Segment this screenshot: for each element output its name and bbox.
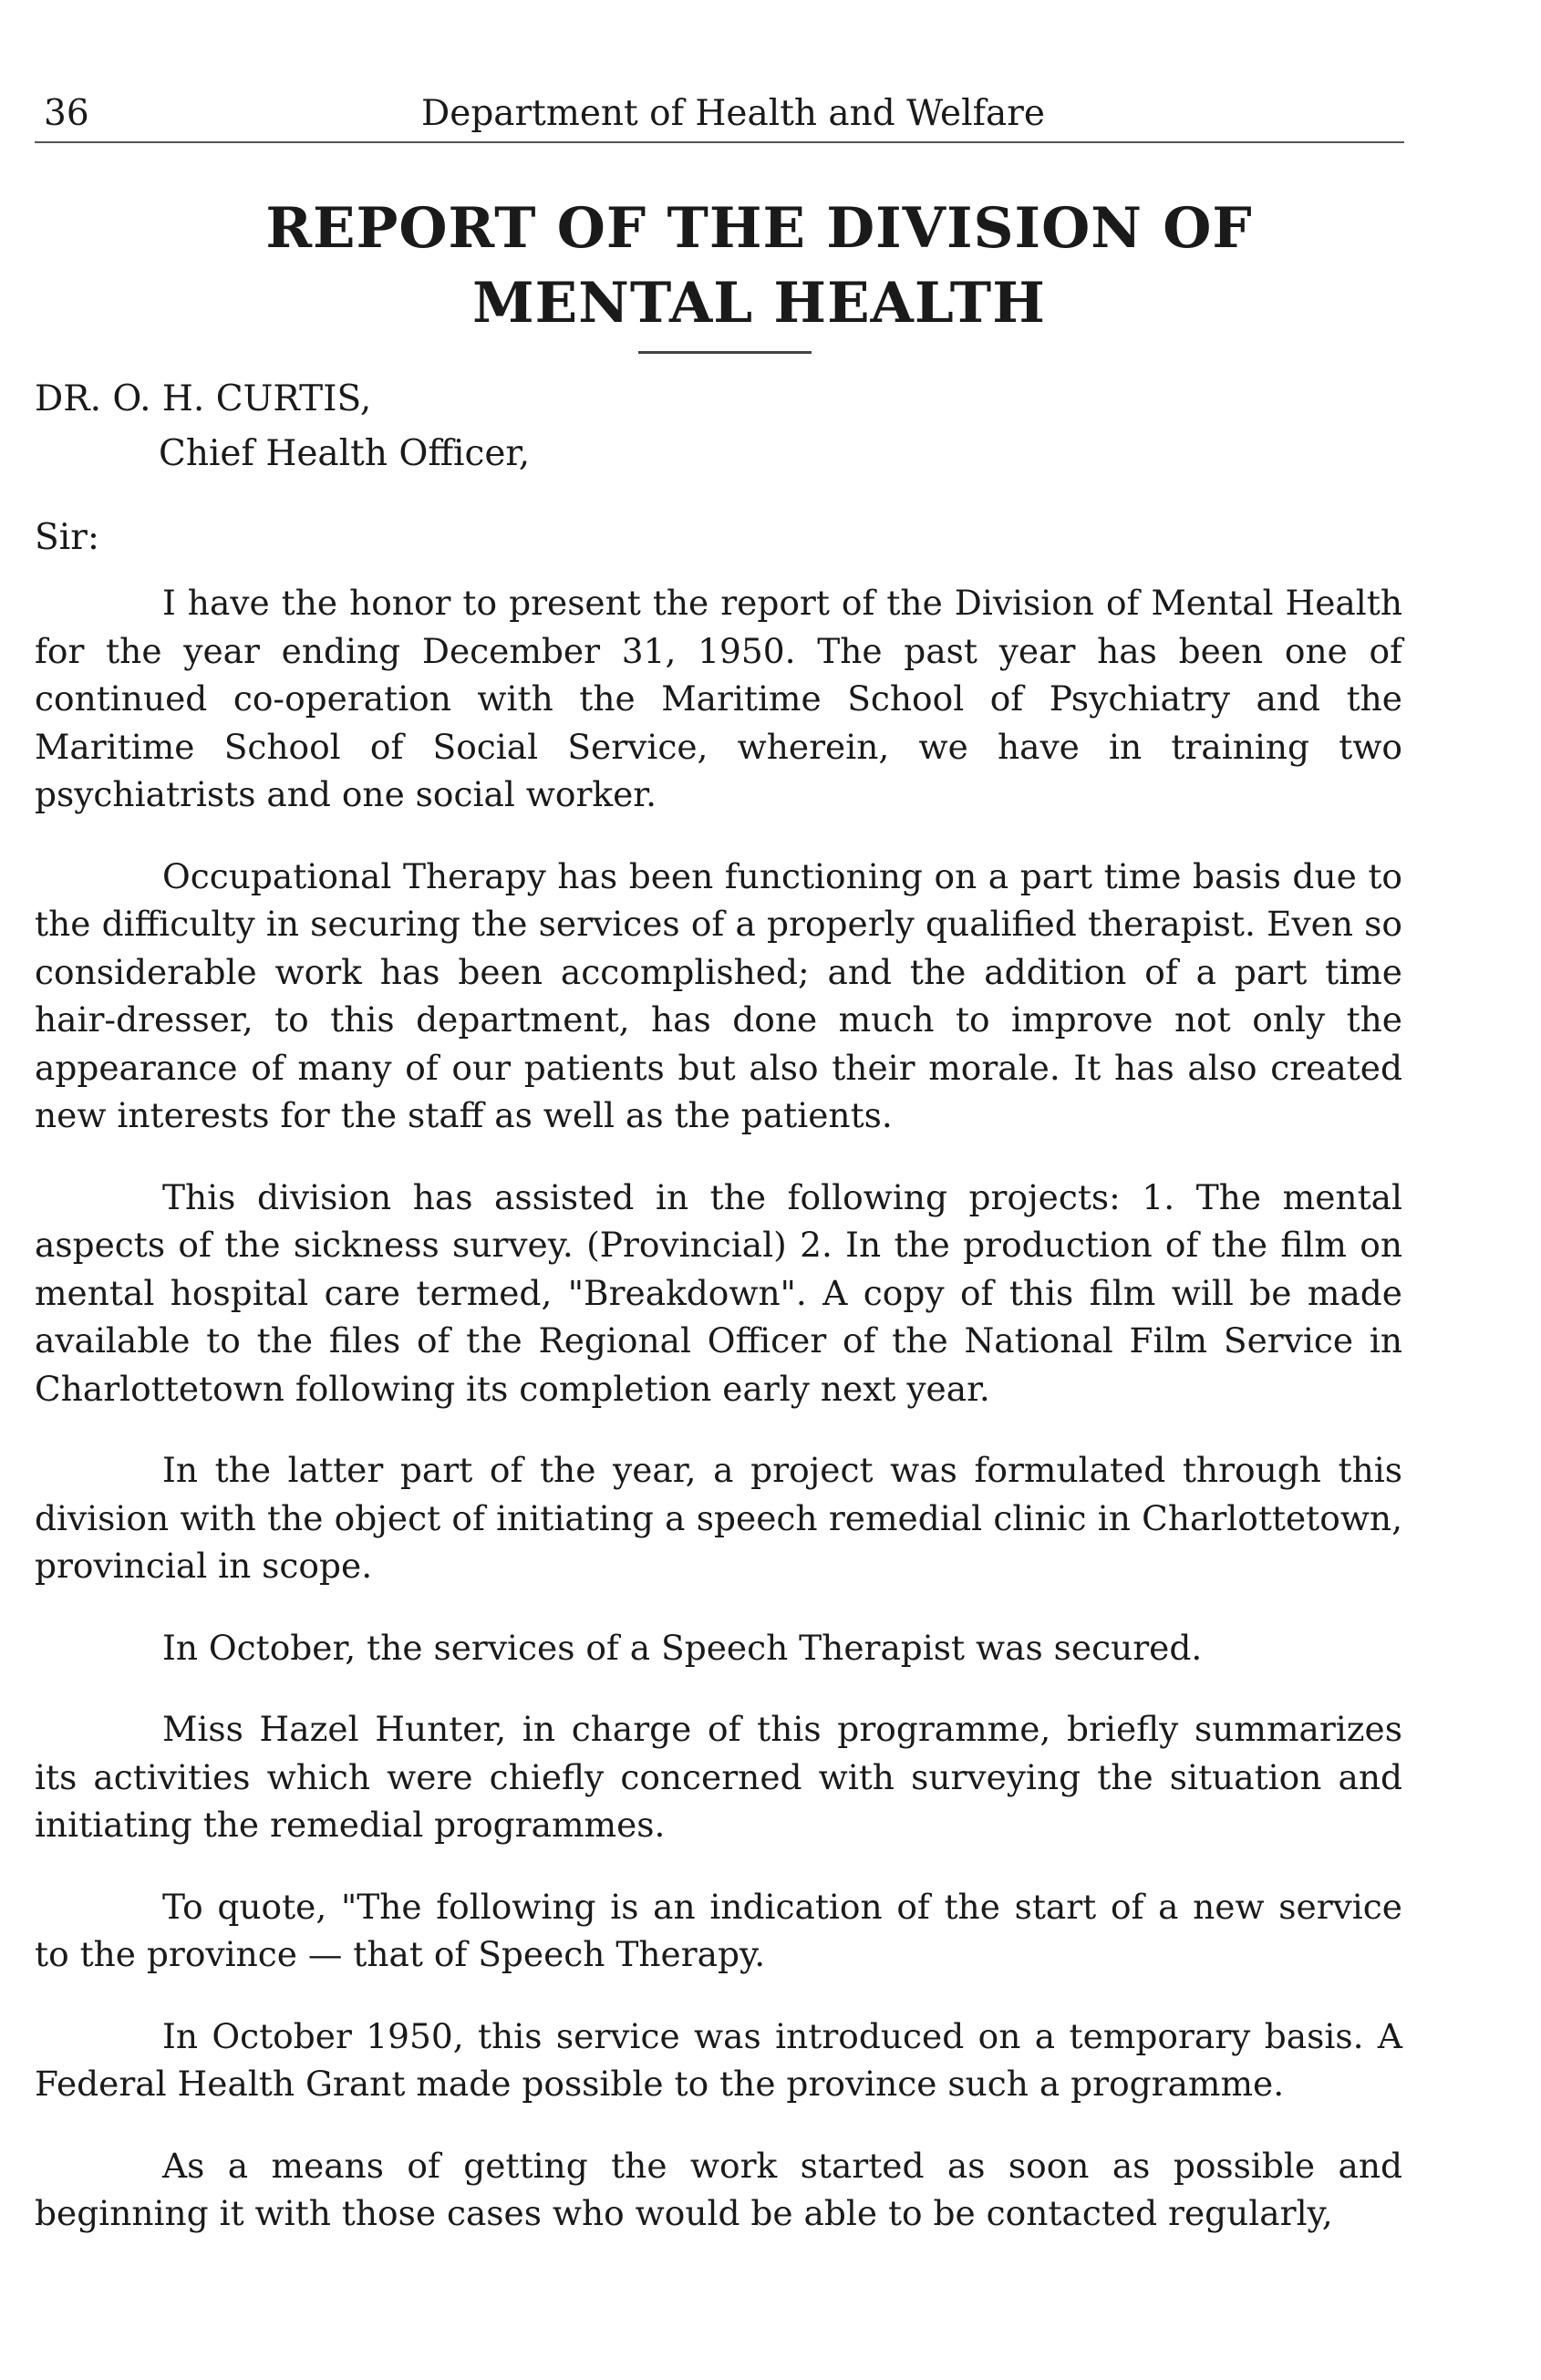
addressee-name: DR. O. H. CURTIS,: [35, 378, 372, 419]
body-paragraph: I have the honor to present the report of the Division of Mental Health for the year ending December 31, 1950. The past year has been one of continued co-operation with the Maritime School of Psychiatry and the Maritime School of Social Service, wherein, we have in training two psychiatrists and one social worker.: [35, 583, 1402, 814]
body-paragraph: To quote, "The following is an indication of the start of a new service to the province — that of Speech Therapy.: [35, 1886, 1402, 1974]
body-paragraph: This division has assisted in the following projects: 1. The mental aspects of the sickness survey. (Provincial) 2. In the production of the film on mental hospital care termed, "Breakdown". A copy of this film will be made available to the files of the Regional Officer of the National Film Service in Charlottetown following its completion early next year.: [35, 1176, 1402, 1409]
running-title: Department of Health and Welfare: [420, 93, 1046, 134]
body-paragraph: In the latter part of the year, a project was formulated through this division with the object of initiating a speech remedial clinic in Charlottetown, provincial in scope.: [35, 1450, 1402, 1586]
body-paragraph: As a means of getting the work started as soon as possible and beginning it with those cases who would be able to be contacted regularly,: [35, 2145, 1402, 2233]
body-paragraph: In October 1950, this service was introduced on a temporary basis. A Federal Health Grant made possible to the province such a programme.: [35, 2015, 1402, 2104]
title-divider: [638, 351, 812, 354]
running-header: [35, 87, 1404, 143]
addressee-block: [35, 372, 530, 481]
salutation: Sir:: [35, 517, 99, 558]
report-title: [155, 191, 1363, 341]
report-title-line-1: REPORT OF THE DIVISION OF: [265, 196, 1253, 261]
report-title-line-2: MENTAL HEALTH: [472, 271, 1046, 336]
body-paragraph: Miss Hazel Hunter, in charge of this programme, briefly summarizes its activities which were chiefly concerned with surveying the situation and initiating the remedial programmes.: [35, 1709, 1402, 1845]
addressee-title: Chief Health Officer,: [159, 433, 531, 474]
body-paragraph: In October, the services of a Speech Therapist was secured.: [162, 1627, 1203, 1668]
report-body: [35, 579, 1402, 2271]
body-paragraph: Occupational Therapy has been functioning on a part time basis due to the difficulty in securing the services of a properly qualified therapist. Even so considerable work has been accomplished; and the addition of a part time hair-dresser, to this department, has done much to improve not only the appearance of many of our patients but also their morale. It has also created new interests for the staff as well as the patients.: [35, 855, 1402, 1135]
page-number: 36: [44, 93, 89, 134]
